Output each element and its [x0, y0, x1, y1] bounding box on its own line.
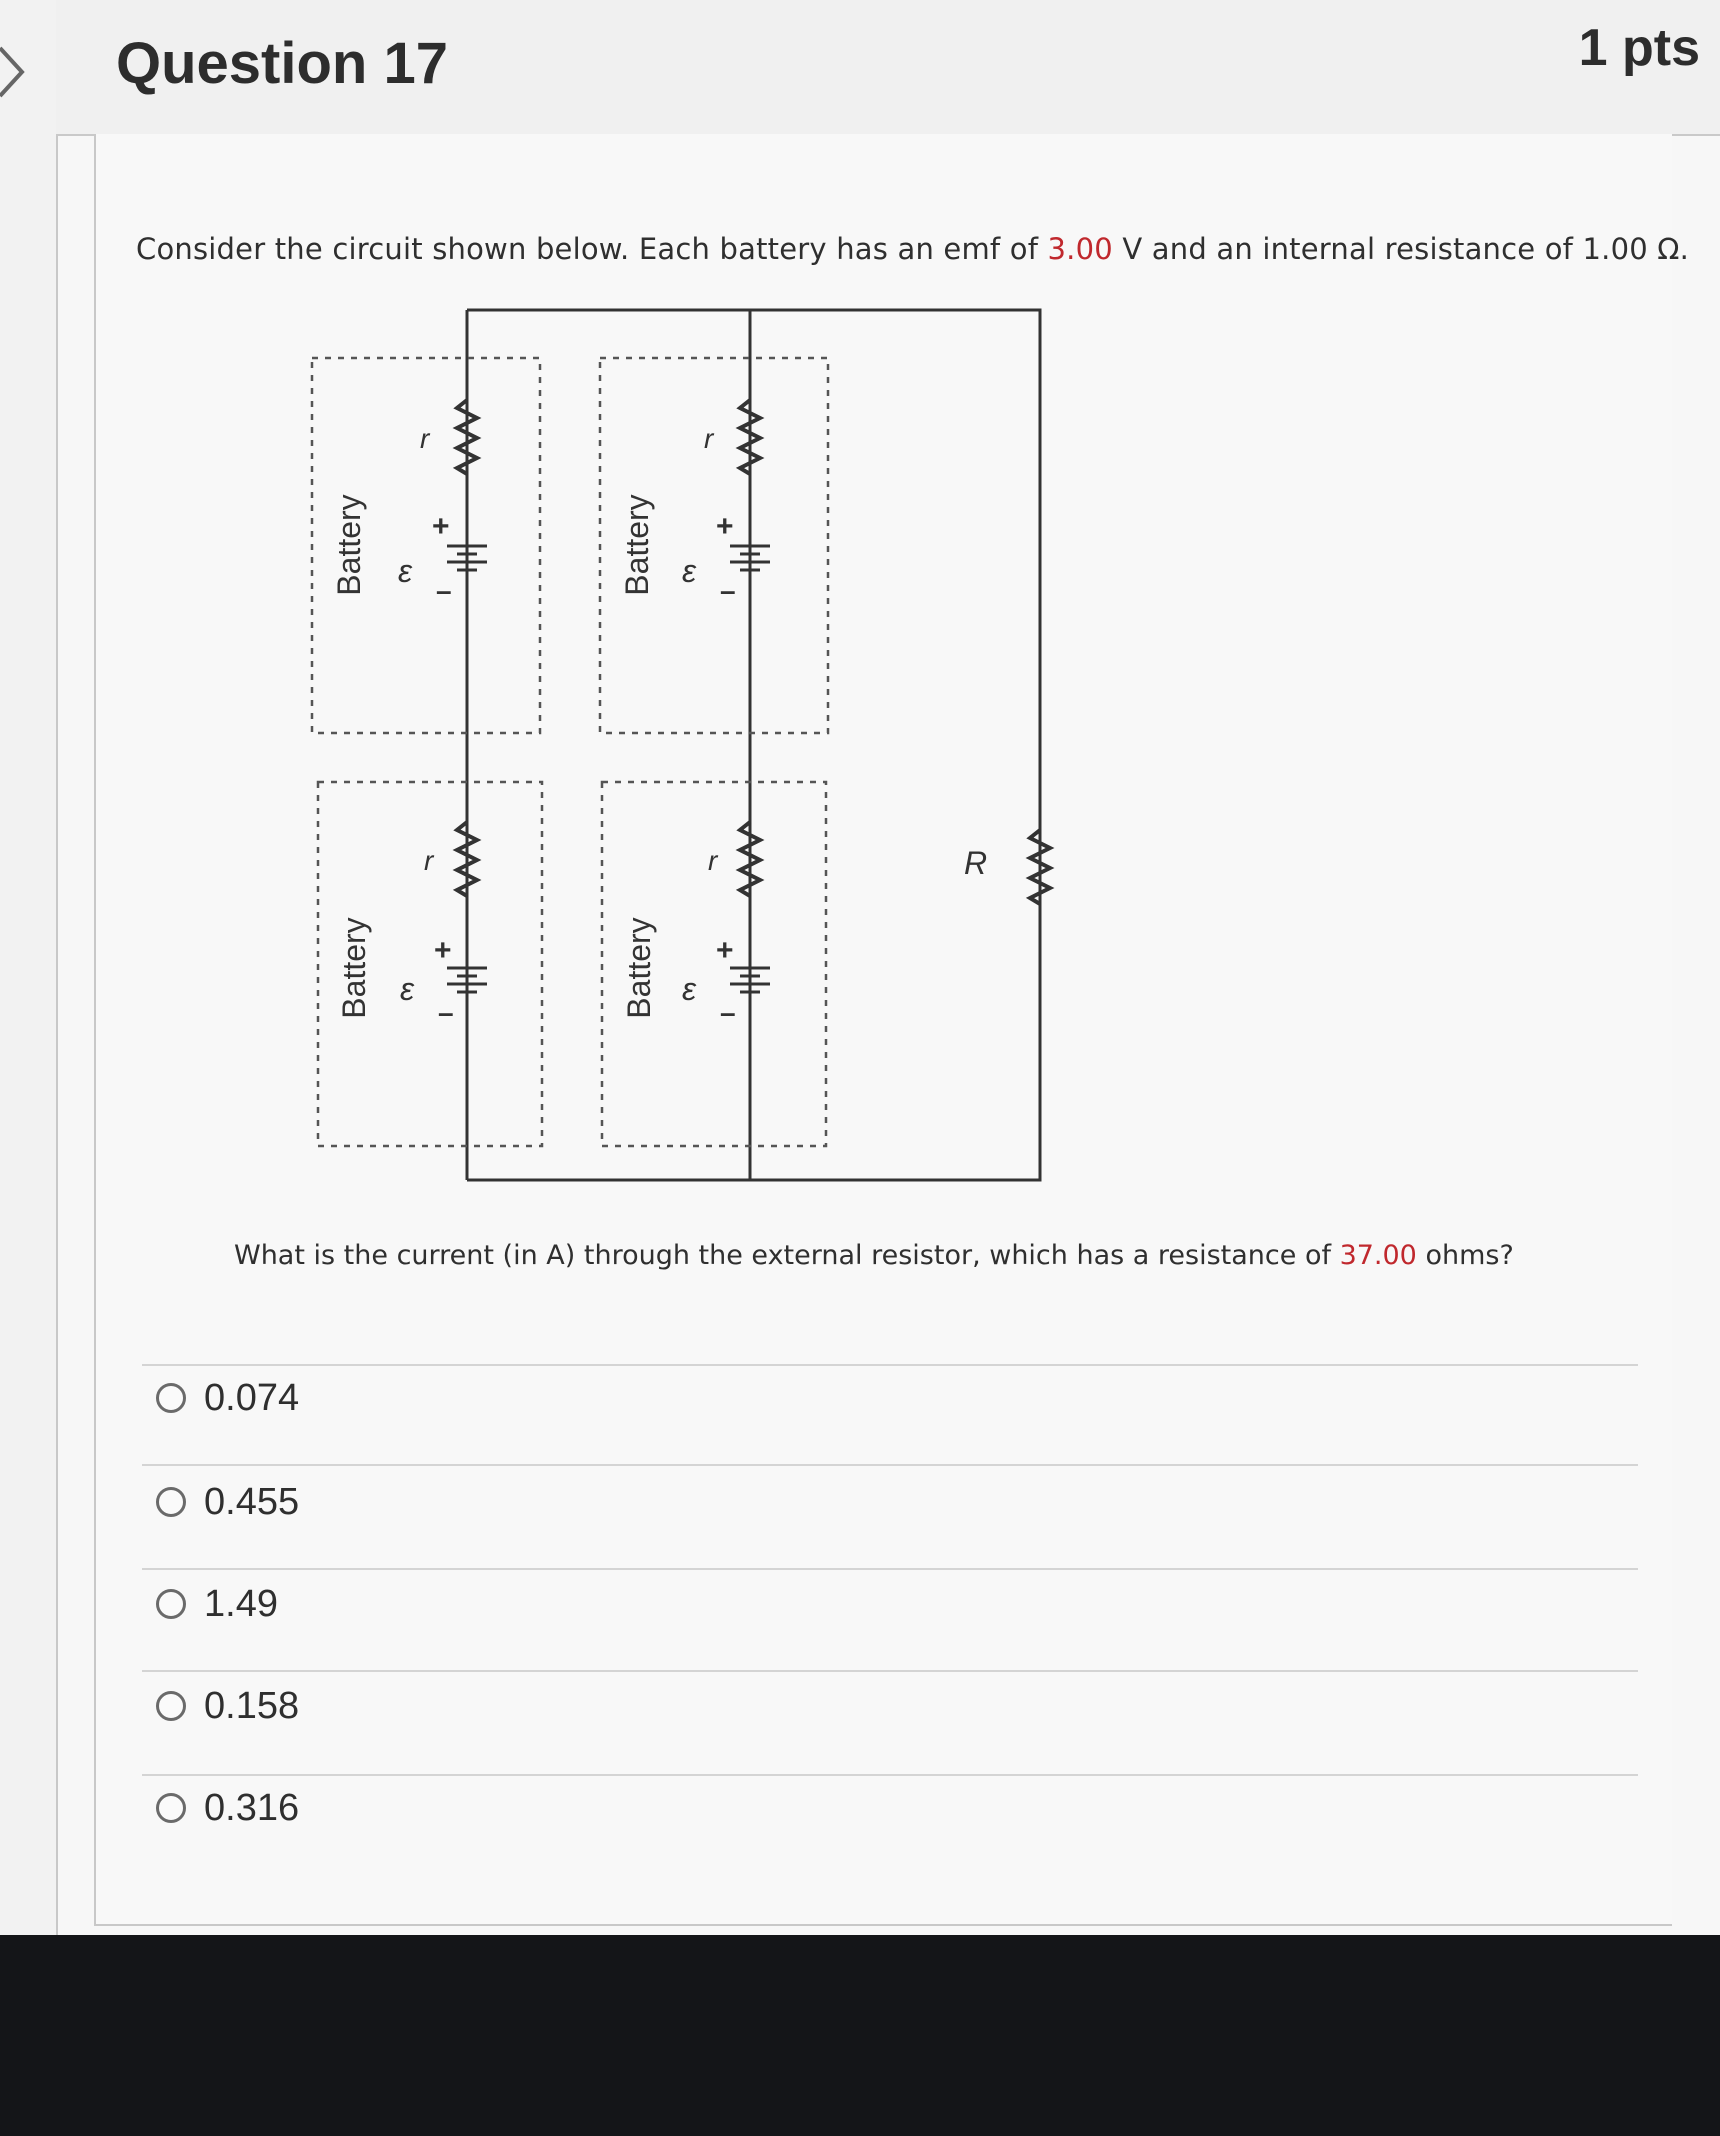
divider — [142, 1464, 1638, 1466]
minus-sign-2: – — [720, 575, 736, 606]
radio-button[interactable] — [156, 1691, 186, 1721]
question-title: Question 17 — [116, 31, 448, 96]
r-symbol-3: r — [424, 845, 434, 876]
emf-symbol-4: ε — [682, 971, 697, 1007]
minus-sign-4: – — [720, 997, 736, 1028]
radio-button[interactable] — [156, 1487, 186, 1517]
divider — [142, 1364, 1638, 1366]
chevron-right-icon[interactable] — [0, 44, 30, 100]
r-symbol-2: r — [704, 423, 714, 454]
plus-sign-2: + — [716, 510, 734, 543]
question-prompt — [136, 232, 1689, 266]
emf-symbol-2: ε — [682, 553, 697, 589]
battery-label-3: Battery — [336, 917, 372, 1019]
radio-button[interactable] — [156, 1793, 186, 1823]
radio-button[interactable] — [156, 1589, 186, 1619]
emf-symbol-3: ε — [400, 971, 415, 1007]
battery-label-1: Battery — [331, 494, 367, 596]
answer-label: 0.074 — [204, 1376, 300, 1419]
answer-option[interactable] — [156, 1574, 278, 1634]
answer-label: 0.158 — [204, 1684, 300, 1727]
divider — [142, 1774, 1638, 1776]
radio-button[interactable] — [156, 1383, 186, 1413]
battery-label-2: Battery — [619, 494, 655, 596]
minus-sign-3: – — [438, 997, 454, 1028]
answer-option[interactable] — [156, 1778, 299, 1838]
answer-option[interactable] — [156, 1368, 299, 1428]
bottom-bezel — [0, 1935, 1720, 2136]
minus-sign-1: – — [436, 575, 452, 606]
question-points: 1 pts — [1578, 19, 1700, 77]
emf-symbol-1: ε — [398, 553, 413, 589]
answer-label: 0.316 — [204, 1786, 300, 1829]
prompt-text-end: V and an internal resistance of 1.00 Ω. — [1112, 232, 1690, 266]
resistance-value: 37.00 — [1339, 1240, 1417, 1271]
plus-sign-3: + — [434, 934, 452, 967]
r-symbol-4: r — [708, 845, 718, 876]
plus-sign-1: + — [432, 510, 450, 543]
followup-text: What is the current (in A) through the external resistor, which has a resistance of — [234, 1240, 1340, 1271]
battery-label-4: Battery — [621, 917, 657, 1019]
emf-value: 3.00 — [1047, 232, 1113, 266]
external-resistor-label: R — [964, 845, 988, 881]
r-symbol-1: r — [420, 423, 430, 454]
answer-label: 1.49 — [204, 1582, 278, 1625]
prompt-text: Consider the circuit shown below. Each battery has an emf of — [136, 232, 1048, 266]
followup-question — [234, 1240, 1514, 1271]
plus-sign-4: + — [716, 934, 734, 967]
answer-option[interactable] — [156, 1676, 299, 1736]
answer-option[interactable] — [156, 1472, 299, 1532]
followup-text-end: ohms? — [1416, 1240, 1514, 1271]
circuit-diagram — [280, 300, 1060, 1200]
divider — [142, 1568, 1638, 1570]
divider — [142, 1670, 1638, 1672]
answer-label: 0.455 — [204, 1480, 300, 1523]
